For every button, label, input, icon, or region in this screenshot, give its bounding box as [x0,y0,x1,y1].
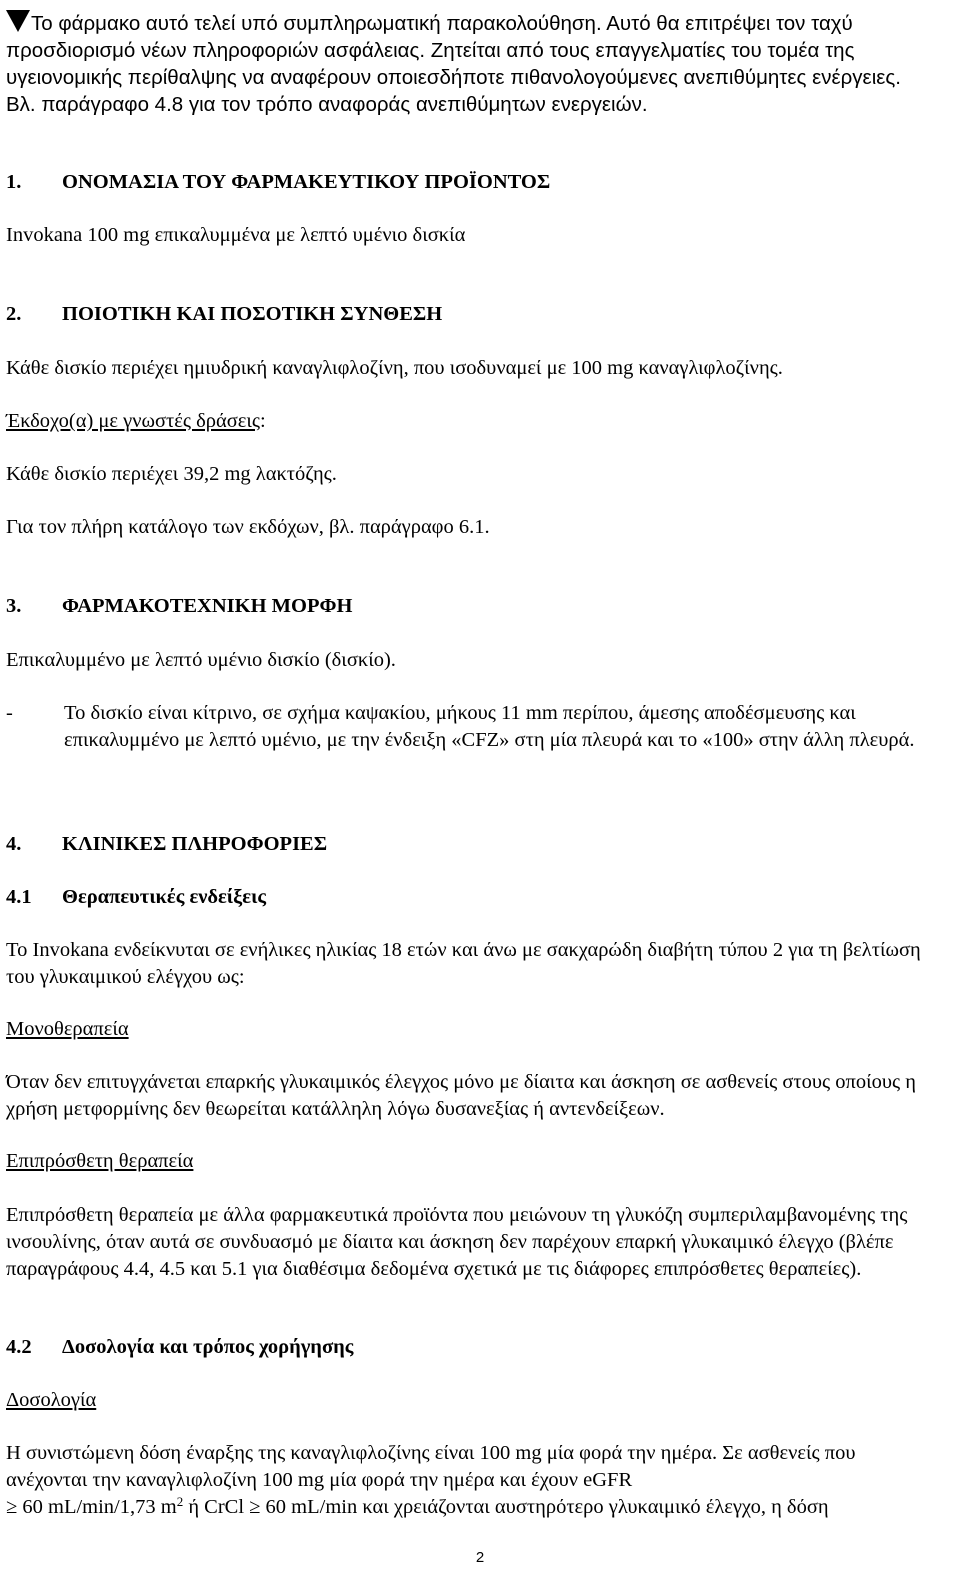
dosage-superscript: 2 [176,1494,184,1509]
section-4-title: ΚΛΙΝΙΚΕΣ ΠΛΗΡΟΦΟΡΙΕΣ [62,833,328,855]
section-4-1-title: Θεραπευτικές ενδείξεις [62,886,267,908]
section-3-heading [6,593,936,620]
excipients-label: Έκδοχο(α) με γνωστές δράσεις [6,410,261,432]
dosage-text-part-c: ή CrCl ≥ 60 mL/min και χρειάζονται αυστηρότερο γλυκαιμικό έλεγχο, η δόση [183,1496,829,1518]
monotherapy-text: Όταν δεν επιτυγχάνεται επαρκής γλυκαιμικός έλεγχος μόνο με δίαιτα και άσκηση σε ασθενείς στους οποίους η χρήση μετφορμίνης δεν θεωρείται κατάλληλη λόγω δυσανεξίας ή αντενδείξεων. [6,1071,916,1120]
section-4-heading [6,831,936,858]
dosage-text-part-a: Η συνιστώμενη δόση έναρξης της καναγλιφλοζίνης είναι 100 mg μία φορά την ημέρα. Σε ασθενείς που ανέχονται την καναγλιφλοζίνη 100 mg μία φορά την ημέρα και έχουν eGFR [6,1442,856,1491]
section-3-title: ΦΑΡΜΑΚΟΤΕΧΝΙΚΗ ΜΟΡΦΗ [62,595,353,617]
product-name: Invokana 100 mg επικαλυμμένα με λεπτό υμένιο δισκία [6,224,466,246]
monotherapy-label: Μονοθεραπεία [6,1018,129,1040]
section-4-2-heading [6,1334,936,1361]
section-4-1-heading [6,884,936,911]
section-2-number: 2. [6,303,22,325]
composition-text: Κάθε δισκίο περιέχει ημιυδρική καναγλιφλοζίνη, που ισοδυναμεί με 100 mg καναγλιφλοζίνης. [6,357,783,379]
excipients-reference: Για τον πλήρη κατάλογο των εκδόχων, βλ. παράγραφο 6.1. [6,516,490,538]
section-4-1-number: 4.1 [6,886,32,908]
section-4-number: 4. [6,833,22,855]
section-2-title: ΠΟΙΟΤΙΚΗ ΚΑΙ ΠΟΣΟΤΙΚΗ ΣΥΝΘΕΣΗ [62,303,443,325]
section-1-heading [6,169,936,196]
pharmaceutical-form: Επικαλυμμένο με λεπτό υμένιο δισκίο (δισκίο). [6,649,396,671]
dosage-text [6,1440,936,1521]
bullet-dash: - [6,702,13,724]
excipients-heading [6,408,936,435]
dosage-label: Δοσολογία [6,1389,97,1411]
monitoring-notice-text: Το φάρμακο αυτό τελεί υπό συμπληρωματική παρακολούθηση. Αυτό θα επιτρέψει τον ταχύ προσδιορισμό νέων πληροφοριών ασφάλειας. Ζητείται από τους επαγγελματίες του τομέα της υγειονομικής περίθαλψης να αναφέρουν οποιεσδήποτε πιθανολογούμενες ανεπιθύμητες ενέργειες. Βλ. παράγραφο 4.8 για τον τρόπο αναφοράς ανεπιθύμητων ενεργειών. [6,12,901,116]
section-1-number: 1. [6,171,22,193]
section-4-2-number: 4.2 [6,1336,32,1358]
black-triangle-icon [6,10,30,32]
add-on-therapy-text: Επιπρόσθετη θεραπεία με άλλα φαρμακευτικά προϊόντα που μειώνουν τη γλυκόζη συμπεριλαμβανομένης της ινσουλίνης, όταν αυτά σε συνδυασμό με δίαιτα και άσκηση δεν παρέχουν επαρκή γλυκαιμικό έλεγχο (βλέπε παραγράφους 4.4, 4.5 και 5.1 για διαθέσιμα δεδομένα σχετικά με τις διάφορες επιπρόσθετες θεραπείες). [6,1204,908,1280]
section-2-heading [6,301,936,328]
section-4-2-title: Δοσολογία και τρόπος χορήγησης [62,1336,354,1358]
excipients-colon: : [260,410,266,432]
tablet-description-text: Το δισκίο είναι κίτρινο, σε σχήμα καψακίου, μήκους 11 mm περίπου, άμεσης αποδέσμευσης και επικαλυμμένο με λεπτό υμένιο, με την ένδειξη «CFZ» στη μία πλευρά και το «100» στην άλλη πλευρά. [64,702,915,751]
tablet-description [6,700,936,754]
add-on-therapy-label: Επιπρόσθετη θεραπεία [6,1150,194,1172]
monitoring-notice [6,10,936,118]
dosage-text-part-b: ≥ 60 mL/min/1,73 m [6,1496,177,1518]
section-1-title: ΟΝΟΜΑΣΙΑ ΤΟΥ ΦΑΡΜΑΚΕΥΤΙΚΟΥ ΠΡΟΪΟΝΤΟΣ [62,171,551,193]
section-3-number: 3. [6,595,22,617]
indications-intro: Το Invokana ενδείκνυται σε ενήλικες ηλικίας 18 ετών και άνω με σακχαρώδη διαβήτη τύπου 2 για τη βελτίωση του γλυκαιμικού ελέγχου ως: [6,939,921,988]
page-number: 2 [475,1549,485,1566]
lactose-text: Κάθε δισκίο περιέχει 39,2 mg λακτόζης. [6,463,337,485]
